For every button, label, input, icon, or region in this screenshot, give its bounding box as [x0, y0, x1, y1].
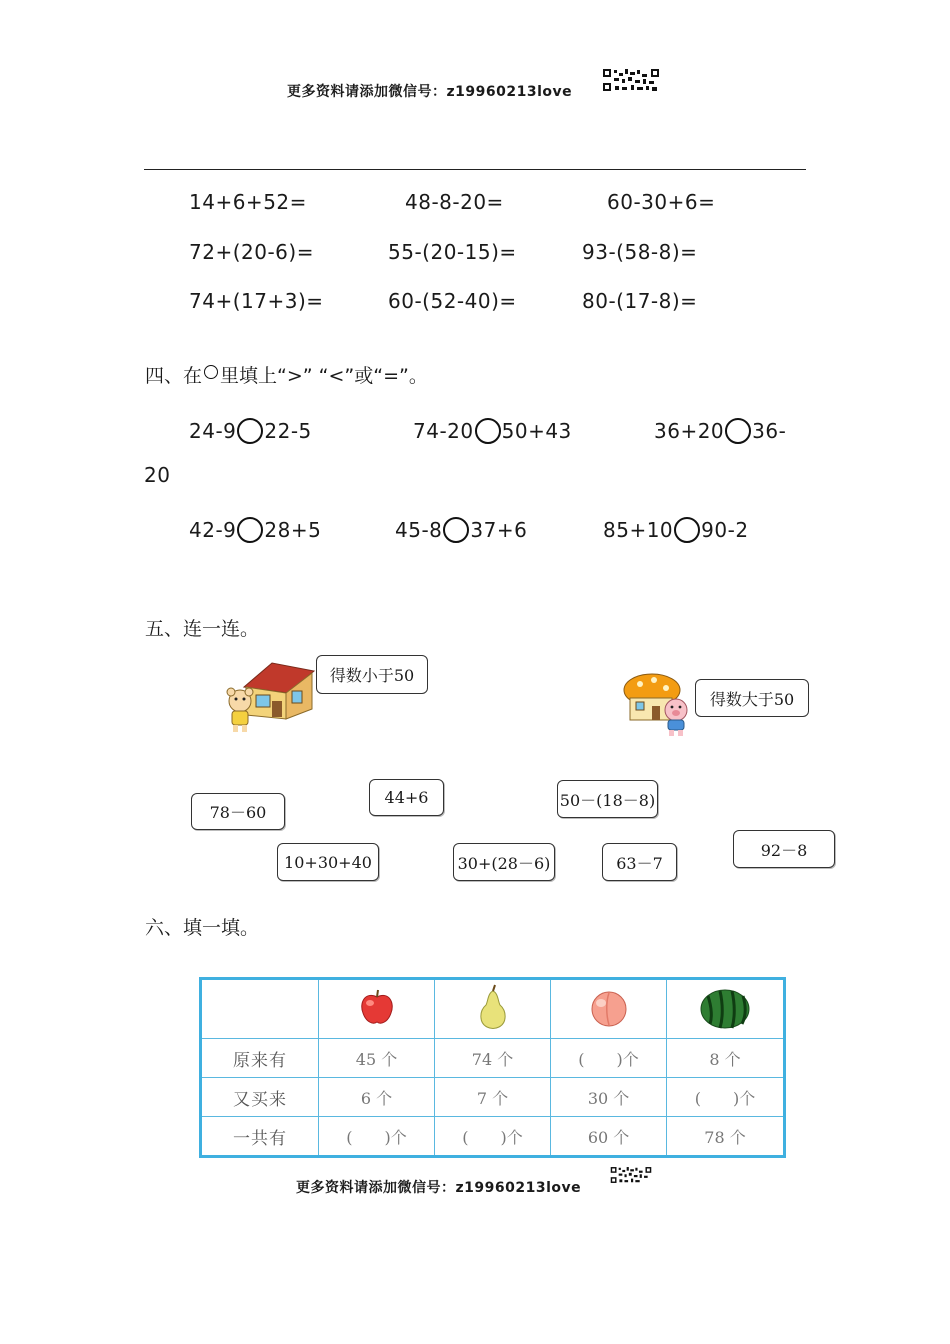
table-row	[201, 1078, 785, 1117]
calc-item: 72+(20-6)=	[189, 240, 314, 264]
table-cell: 7 个	[435, 1078, 551, 1117]
circle-icon	[204, 365, 218, 379]
calc-item: 60-30+6=	[607, 190, 716, 214]
peach-icon	[586, 985, 632, 1029]
compare-item: 74-20 50+43	[413, 419, 572, 443]
table-cell[interactable]: ( )个	[551, 1039, 667, 1078]
house-bear-icon	[224, 657, 316, 735]
compare-item: 45-8 37+6	[395, 518, 528, 542]
compare-item: 85+10 90-2	[603, 518, 749, 542]
table-header-cell	[435, 979, 551, 1039]
row-label: 又买来	[201, 1078, 319, 1117]
table-corner	[201, 979, 319, 1039]
qr-code-icon	[610, 1163, 652, 1187]
row-label: 原来有	[201, 1039, 319, 1078]
answer-circle[interactable]	[237, 418, 263, 444]
table-cell[interactable]: ( )个	[319, 1117, 435, 1157]
expression-card[interactable]: 63－7	[602, 843, 677, 881]
compare-item: 42-9 28+5	[189, 518, 322, 542]
compare-item: 36+20 36-	[654, 419, 787, 443]
answer-circle[interactable]	[237, 517, 263, 543]
calc-item: 60-(52-40)=	[388, 289, 517, 313]
section4-title: 四、在 里填上“>” “<”或“=”。	[145, 365, 428, 387]
table-cell: 78 个	[667, 1117, 785, 1157]
table-cell[interactable]: ( )个	[667, 1078, 785, 1117]
qr-code-icon	[602, 68, 660, 92]
table-header-cell	[551, 979, 667, 1039]
section6-title: 六、填一填。	[145, 917, 260, 939]
expression-card[interactable]: 92－8	[733, 830, 835, 868]
table-header-cell	[319, 979, 435, 1039]
compare-wrap-text: 20	[144, 463, 171, 487]
table-cell: 8 个	[667, 1039, 785, 1078]
compare-item: 24-9 22-5	[189, 419, 312, 443]
calc-item: 48-8-20=	[405, 190, 504, 214]
table-cell: 74 个	[435, 1039, 551, 1078]
expression-card[interactable]: 50－(18－8)	[557, 780, 658, 818]
pear-icon	[471, 983, 515, 1031]
table-cell[interactable]: ( )个	[435, 1117, 551, 1157]
apple-icon	[355, 985, 399, 1029]
section5-title: 五、连一连。	[145, 618, 260, 640]
sign-less-than-50: 得数小于50	[316, 655, 428, 694]
table-cell: 6 个	[319, 1078, 435, 1117]
divider-line	[144, 169, 806, 170]
answer-circle[interactable]	[475, 418, 501, 444]
expression-card[interactable]: 30+(28－6)	[453, 843, 555, 881]
table-row	[201, 1039, 785, 1078]
calc-item: 93-(58-8)=	[582, 240, 698, 264]
calc-item: 74+(17+3)=	[189, 289, 324, 313]
table-row	[201, 1117, 785, 1157]
answer-circle[interactable]	[674, 517, 700, 543]
calc-item: 55-(20-15)=	[388, 240, 517, 264]
calc-item: 14+6+52=	[189, 190, 307, 214]
table-cell: 30 个	[551, 1078, 667, 1117]
answer-circle[interactable]	[443, 517, 469, 543]
watermelon-icon	[698, 984, 752, 1030]
table-row	[201, 979, 785, 1039]
expression-card[interactable]: 44+6	[369, 779, 444, 816]
row-label: 一共有	[201, 1117, 319, 1157]
expression-card[interactable]: 78－60	[191, 793, 285, 830]
table-cell: 45 个	[319, 1039, 435, 1078]
fruit-table	[199, 977, 786, 1158]
expression-card[interactable]: 10+30+40	[277, 843, 379, 881]
mushroom-house-pig-icon	[622, 670, 694, 738]
answer-circle[interactable]	[725, 418, 751, 444]
footer-text: 更多资料请添加微信号：z19960213love	[296, 1180, 582, 1196]
table-header-cell	[667, 979, 785, 1039]
header-text: 更多资料请添加微信号：z19960213love	[287, 84, 573, 100]
calc-item: 80-(17-8)=	[582, 289, 698, 313]
table-cell: 60 个	[551, 1117, 667, 1157]
sign-greater-than-50: 得数大于50	[695, 679, 809, 717]
